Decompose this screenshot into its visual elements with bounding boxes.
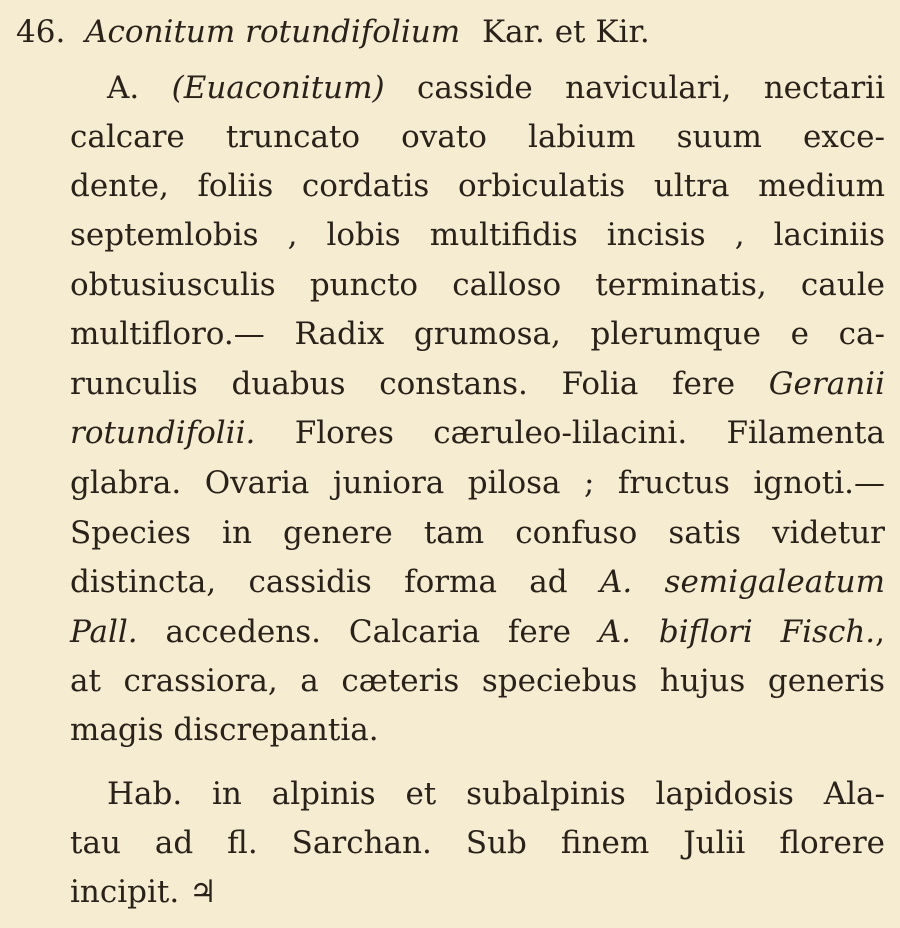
- species-heading: [16, 14, 650, 50]
- habitat-line: incipit. ♃: [70, 874, 217, 910]
- description-line: dente, foliis cordatis orbiculatis ultra medium: [70, 168, 885, 204]
- perennial-symbol: ♃: [189, 874, 217, 910]
- habitat-line: Hab. in alpinis et subalpinis lapidosis Ala-: [107, 776, 885, 812]
- description-line: runculis duabus constans. Folia fere Geranii: [70, 366, 885, 402]
- habitat-line: tau ad fl. Sarchan. Sub finem Julii florere: [70, 825, 885, 861]
- species-scientific-name: Aconitum rotundifolium: [85, 14, 461, 50]
- description-line: A. (Euaconitum) casside naviculari, nectarii: [107, 70, 885, 106]
- description-line: obtusiusculis puncto calloso terminatis, caule: [70, 267, 885, 303]
- description-line: Pall. accedens. Calcaria fere A. biflori Fisch.,: [70, 614, 886, 650]
- description-line: septemlobis , lobis multifidis incisis , laciniis: [70, 217, 885, 253]
- species-author: Kar. et Kir.: [481, 14, 650, 50]
- description-line: Species in genere tam confuso satis videtur: [70, 515, 885, 551]
- description-line: glabra. Ovaria juniora pilosa ; fructus ignoti.—: [70, 465, 885, 501]
- description-line: multifloro.— Radix grumosa, plerumque e ca-: [70, 316, 885, 352]
- description-line: rotundifolii. Flores cæruleo-lilacini. Filamenta: [70, 415, 885, 451]
- description-line: at crassiora, a cæteris speciebus hujus generis: [70, 663, 885, 699]
- description-line: distincta, cassidis forma ad A. semigaleatum: [70, 564, 886, 600]
- description-line: calcare truncato ovato labium suum exce-: [70, 119, 885, 155]
- description-line: magis discrepantia.: [70, 712, 379, 748]
- species-number: 46.: [16, 14, 66, 50]
